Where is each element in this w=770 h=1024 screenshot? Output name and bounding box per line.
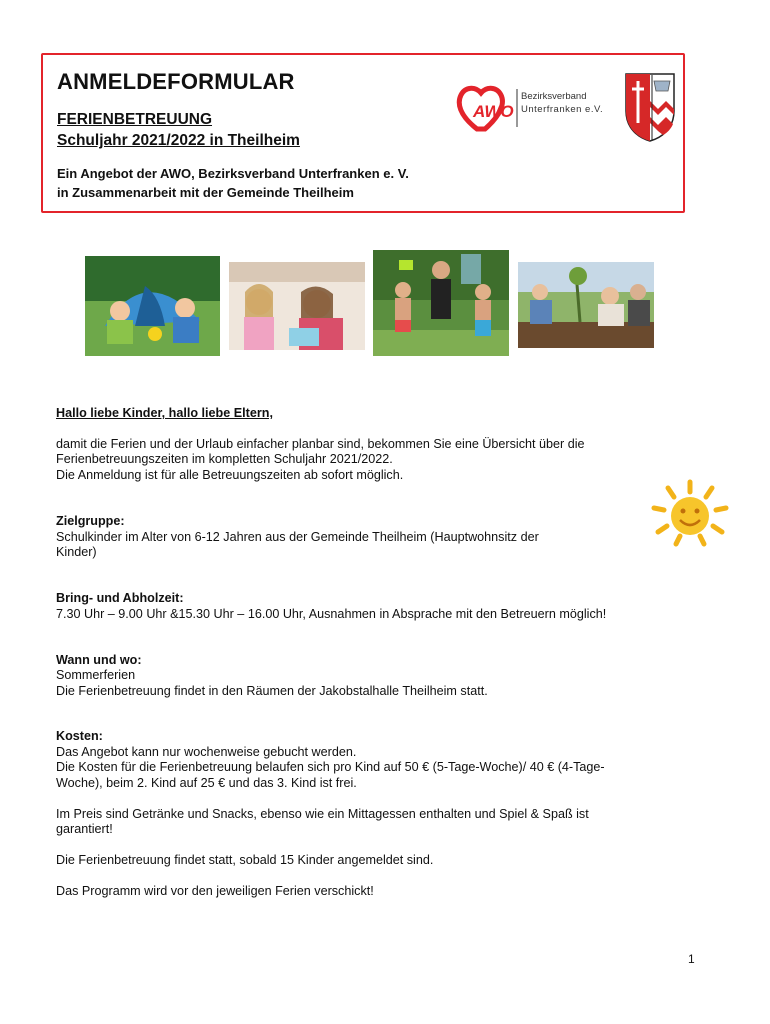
minimum-kids-line: Die Ferienbetreuung findet statt, sobald 15 Kinder angemeldet sind. xyxy=(56,853,434,867)
wann-line1: Sommerferien xyxy=(56,668,136,682)
photo-planting-tree xyxy=(518,262,654,348)
intro-line2: Ferienbetreuungszeiten im kompletten Schuljahr 2021/2022. xyxy=(56,452,393,466)
page-title: ANMELDEFORMULAR xyxy=(57,69,295,94)
theilheim-crest-icon xyxy=(623,71,677,143)
offer-line: Ein Angebot der AWO, Bezirksverband Unterfranken e. V. xyxy=(57,166,409,181)
cooperation-line: in Zusammenarbeit mit der Gemeinde Theilheim xyxy=(57,185,354,200)
wann-line2: Die Ferienbetreuung findet in den Räumen der Jakobstalhalle Theilheim statt. xyxy=(56,684,488,698)
bring-heading: Bring- und Abholzeit: xyxy=(56,591,184,605)
zielgruppe-line1: Schulkinder im Alter von 6-12 Jahren aus der Gemeinde Theilheim (Hauptwohnsitz der xyxy=(56,530,539,544)
photo-children-tent xyxy=(85,256,220,356)
wann-heading: Wann und wo: xyxy=(56,653,142,667)
bring-line1: 7.30 Uhr – 9.00 Uhr &15.30 Uhr – 16.00 Uhr, Ausnahmen in Absprache mit den Betreuern möglich! xyxy=(56,607,607,621)
zielgruppe-line2: Kinder) xyxy=(56,545,97,559)
photo-water-play xyxy=(373,250,509,356)
greeting: Hallo liebe Kinder, hallo liebe Eltern, xyxy=(56,406,273,420)
kosten-line1: Das Angebot kann nur wochenweise gebucht werden. xyxy=(56,745,357,759)
page-number: 1 xyxy=(688,952,695,966)
photo-girls-crafting xyxy=(229,262,365,350)
awo-logo-text: AWO xyxy=(473,102,514,121)
intro-line3: Die Anmeldung ist für alle Betreuungszeiten ab sofort möglich. xyxy=(56,468,404,482)
awo-org-line1: Bezirksverband xyxy=(521,91,587,102)
zielgruppe-heading: Zielgruppe: xyxy=(56,514,125,528)
subtitle-ferienbetreuung: FERIENBETREUUNG xyxy=(57,111,213,128)
header-box xyxy=(41,53,685,213)
kosten-included-line1: Im Preis sind Getränke und Snacks, ebenso wie ein Mittagessen enthalten und Spiel & Spaß ist xyxy=(56,807,589,821)
kosten-heading: Kosten: xyxy=(56,729,103,743)
kosten-included-line2: garantiert! xyxy=(56,822,113,836)
intro-line1: damit die Ferien und der Urlaub einfacher planbar sind, bekommen Sie eine Übersicht über die xyxy=(56,437,585,451)
kosten-line3: Woche), beim 2. Kind auf 25 € und das 3. Kind ist frei. xyxy=(56,776,357,790)
kosten-line2: Die Kosten für die Ferienbetreuung belaufen sich pro Kind auf 50 € (5-Tage-Woche)/ 40 € (4-Tage- xyxy=(56,760,605,774)
awo-org-line2: Unterfranken e.V. xyxy=(521,104,604,115)
subtitle-schuljahr: Schuljahr 2021/2022 in Theilheim xyxy=(57,132,300,149)
program-line: Das Programm wird vor den jeweiligen Ferien verschickt! xyxy=(56,884,374,898)
